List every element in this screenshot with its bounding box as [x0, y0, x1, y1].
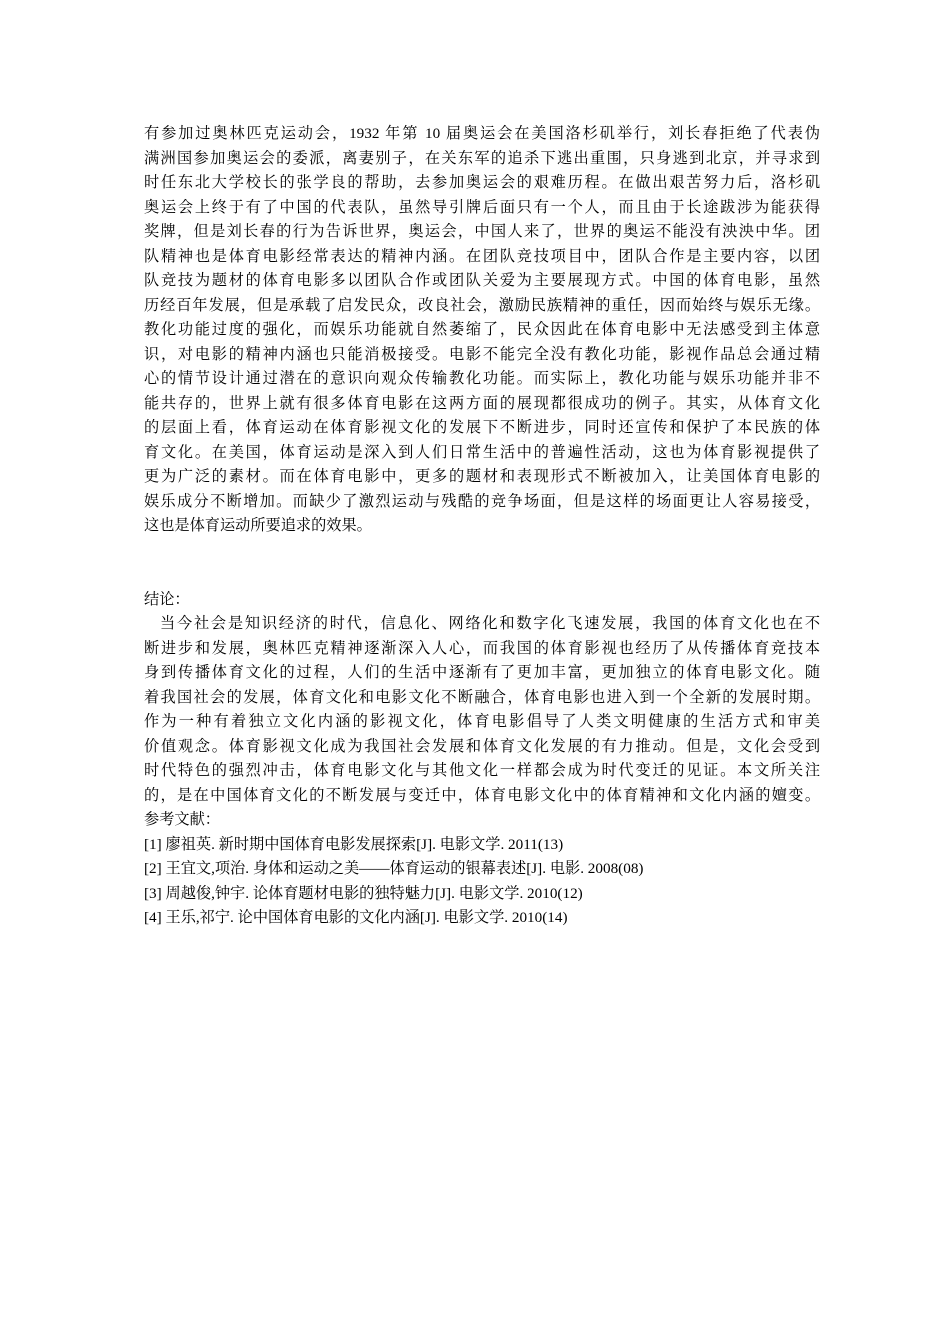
body-line: 娱乐成分不断增加。而缺少了激烈运动与残酷的竞争场面，但是这样的场面更让人容易接受，: [144, 492, 820, 510]
conclusion-heading: 结论：: [144, 590, 190, 608]
reference-item: [4] 王乐,祁宁. 论中国体育电影的文化内涵[J]. 电影文学. 2010(14): [144, 909, 568, 926]
reference-item: [1] 廖祖英. 新时期中国体育电影发展探索[J]. 电影文学. 2011(13): [144, 835, 564, 853]
body-line: 奥运会上终于有了中国的代表队，虽然导引牌后面只有一个人，而且由于长途跋涉为能获得: [144, 198, 820, 216]
body-line: 时任东北大学校长的张学良的帮助，去参加奥运会的艰难历程。在做出艰苦努力后，洛杉矶: [144, 174, 820, 191]
body-line: 这也是体育运动所要追求的效果。: [144, 517, 372, 534]
section-gap: [144, 539, 820, 588]
body-line: 识，对电影的精神内涵也只能消极接受。电影不能完全没有教化功能，影视作品总会通过精: [144, 345, 820, 363]
body-line: 历经百年发展，但是承载了启发民众，改良社会，激励民族精神的重任，因而始终与娱乐无缘。: [144, 296, 820, 314]
conclusion-line: 断进步和发展，奥林匹克精神逐渐深入人心，而我国的体育影视也经历了从传播体育竞技本: [144, 639, 820, 657]
body-line: 队精神也是体育电影经常表达的精神内涵。在团队竞技项目中，团队合作是主要内容，以团: [144, 247, 820, 265]
body-line: 育文化。在美国，体育运动是深入到人们日常生活中的普遍性活动，这也为体育影视提供了: [144, 443, 820, 461]
conclusion-paragraph: [144, 612, 820, 808]
body-line: 能共存的，世界上就有很多体育电影在这两方面的展现都很成功的例子。其实，从体育文化: [144, 394, 820, 412]
body-line: 更为广泛的素材。而在体育电影中，更多的题材和表现形式不断被加入，让美国体育电影的: [144, 468, 820, 485]
conclusion-line: 着我国社会的发展，体育文化和电影文化不断融合，体育电影也进入到一个全新的发展时期。: [144, 688, 820, 706]
body-line: 奖牌，但是刘长春的行为告诉世界，奥运会，中国人来了，世界的奥运不能没有泱泱中华。团: [144, 223, 820, 240]
reference-item: [3] 周越俊,钟宇. 论体育题材电影的独特魅力[J]. 电影文学. 2010(12): [144, 884, 583, 902]
body-line: 满洲国参加奥运会的委派，离妻别子，在关东军的追杀下逃出重围，只身逃到北京，并寻求到: [144, 149, 820, 167]
conclusion-line: 当今社会是知识经济的时代，信息化、网络化和数字化飞速发展，我国的体育文化也在不: [160, 615, 820, 632]
body-paragraph: [144, 122, 820, 539]
body-line: 教化功能过度的强化，而娱乐功能就自然萎缩了，民众因此在体育电影中无法感受到主体意: [144, 321, 820, 338]
reference-item: [2] 王宜文,项治. 身体和运动之美——体育运动的银幕表述[J]. 电影. 2008(08): [144, 860, 644, 877]
body-line: 心的情节设计通过潜在的意识向观众传输教化功能。而实际上，教化功能与娱乐功能并非不: [144, 370, 820, 387]
references-heading: 参考文献：: [144, 811, 220, 828]
references-list: [144, 833, 820, 931]
body-line: 有参加过奥林匹克运动会，1932 年第 10 届奥运会在美国洛杉矶举行，刘长春拒绝了代表伪: [144, 125, 820, 142]
body-line: 的层面上看，体育运动在体育影视文化的发展下不断进步，同时还宣传和保护了本民族的体: [144, 419, 820, 436]
body-line: 队竞技为题材的体育电影多以团队合作或团队关爱为主要展现方式。中国的体育电影，虽然: [144, 272, 820, 289]
document-content: [144, 122, 820, 931]
conclusion-line: 身到传播体育文化的过程，人们的生活中逐渐有了更加丰富，更加独立的体育电影文化。随: [144, 664, 820, 681]
conclusion-line: 的，是在中国体育文化的不断发展与变迁中，体育电影文化中的体育精神和文化内涵的嬗变。: [144, 786, 820, 804]
conclusion-line: 作为一种有着独立文化内涵的影视文化，体育电影倡导了人类文明健康的生活方式和审美: [144, 713, 820, 730]
conclusion-line: 时代特色的强烈冲击，体育电影文化与其他文化一样都会成为时代变迁的见证。本文所关注: [144, 762, 820, 779]
conclusion-line: 价值观念。体育影视文化成为我国社会发展和体育文化发展的有力推动。但是，文化会受到: [144, 737, 820, 755]
